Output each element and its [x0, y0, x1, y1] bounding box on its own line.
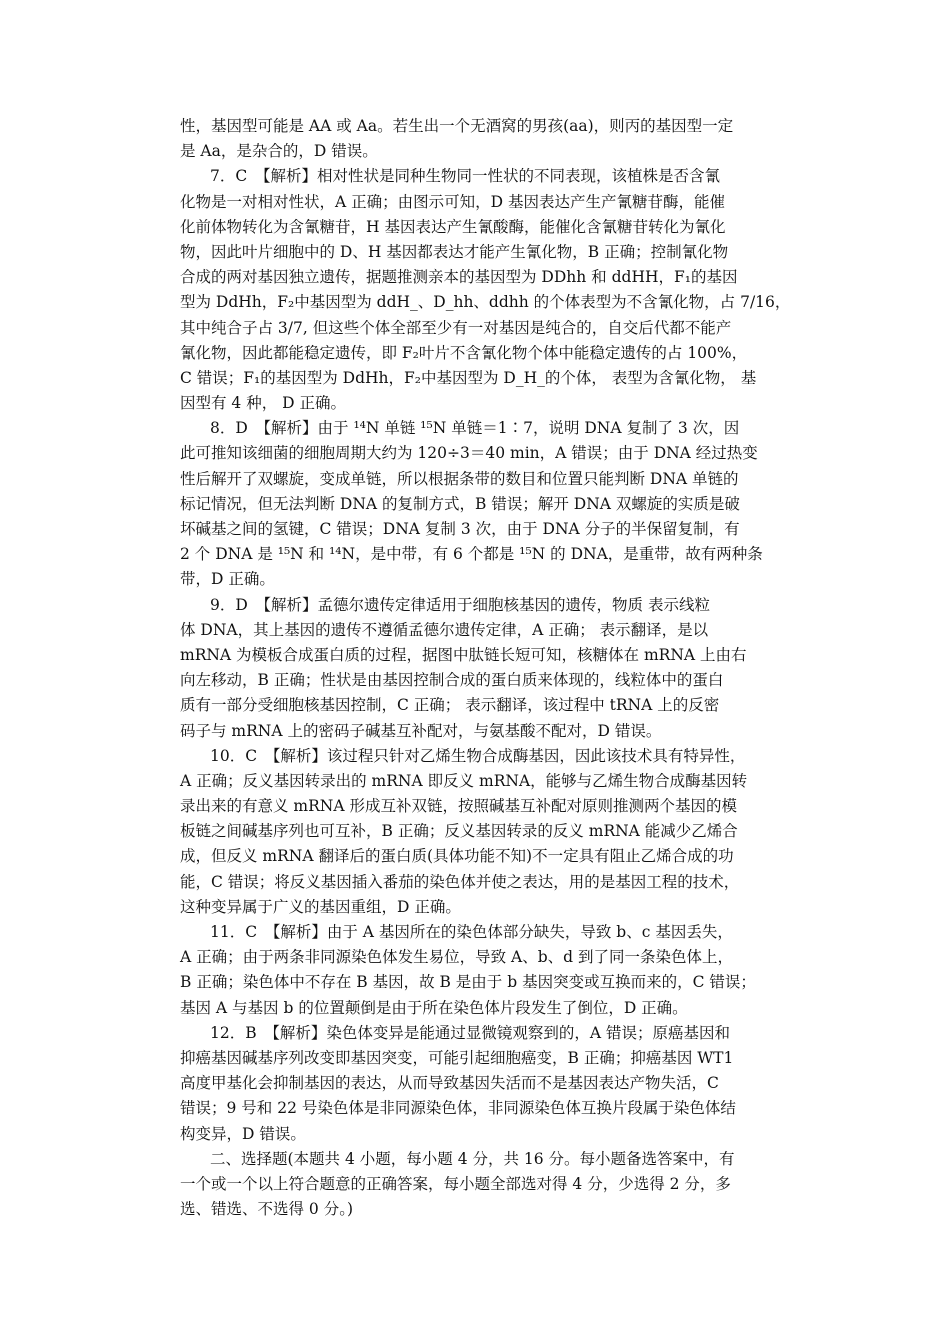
text-line: 标记情况，但无法判断 DNA 的复制方式，B 错误；解开 DNA 双螺旋的实质是破 [180, 494, 740, 513]
text-line: 因型有 4 种， D 正确。 [180, 394, 346, 413]
text-line: 9．D 【解析】孟德尔遗传定律适用于细胞核基因的遗传，物质 表示线粒 [210, 595, 710, 614]
text-line: 物，因此叶片细胞中的 D、H 基因都表达才能产生氰化物，B 正确；控制氰化物 [180, 242, 729, 261]
text-line: 8．D 【解析】由于 ¹⁴N 单链 ¹⁵N 单链＝1∶7，说明 DNA 复制了 3 次，因 [210, 419, 740, 438]
text-line: B 正确；染色体中不存在 B 基因，故 B 是由于 b 基因突变或互换而来的，C 错误； [180, 973, 756, 992]
text-line: 构变异，D 错误。 [180, 1124, 306, 1143]
text-line: 2 个 DNA 是 ¹⁵N 和 ¹⁴N，是中带，有 6 个都是 ¹⁵N 的 DNA，是重带，故有两种条 [180, 545, 763, 564]
text-line: 体 DNA，其上基因的遗传不遵循孟德尔遗传定律，A 正确； 表示翻译，是以 [180, 620, 709, 639]
text-line: 化前体物转化为含氰糖苷，H 基因表达产生氰酸酶，能催化含氰糖苷转化为氰化 [180, 217, 726, 236]
text-line: 氰化物，因此都能稳定遗传，即 F₂叶片不含氰化物个体中能稳定遗传的占 100%， [180, 343, 748, 362]
text-line: 错误；9 号和 22 号染色体是非同源染色体，非同源染色体互换片段属于染色体结 [180, 1099, 736, 1118]
text-line: 化物是一对相对性状，A 正确；由图示可知，D 基因表达产生产氰糖苷酶，能催 [180, 192, 725, 211]
text-line: 11．C 【解析】由于 A 基因所在的染色体部分缺失，导致 b、c 基因丢失， [210, 923, 733, 941]
text-line: 合成的两对基因独立遗传，据题推测亲本的基因型为 DDhh 和 ddHH，F₁的基因 [180, 268, 738, 287]
text-line: 是 Aa，是杂合的，D 错误。 [180, 142, 378, 161]
text-line: mRNA 为模板合成蛋白质的过程，据图中肽链长短可知，核糖体在 mRNA 上由右 [180, 645, 747, 664]
text-line: C 错误；F₁的基因型为 DdHh，F₂中基因型为 D_H_的个体， 表型为含氰化物， 基 [180, 368, 757, 387]
text-line: 性，基因型可能是 AA 或 Aa。若生出一个无酒窝的男孩(aa)，则丙的基因型一定 [180, 117, 734, 135]
answer-explanation-text [180, 114, 791, 1222]
text-line: 基因 A 与基因 b 的位置颠倒是由于所在染色体片段发生了倒位，D 正确。 [180, 998, 688, 1017]
text-line: 能，C 错误；将反义基因插入番茄的染色体并使之表达，用的是基因工程的技术， [180, 872, 740, 891]
text-line: 码子与 mRNA 上的密码子碱基互补配对，与氨基酸不配对，D 错误。 [180, 721, 662, 740]
text-line: 二、选择题(本题共 4 小题，每小题 4 分，共 16 分。每小题备选答案中，有 [210, 1149, 735, 1168]
text-line: 型为 DdHh，F₂中基因型为 ddH_、D_hh、ddhh 的个体表型为不含氰化物，占 7/16， [180, 293, 791, 312]
text-line: 质有一部分受细胞核基因控制，C 正确； 表示翻译，该过程中 tRNA 上的反密 [180, 696, 720, 715]
text-line: 高度甲基化会抑制基因的表达，从而导致基因失活而不是基因表达产物失活，C [180, 1074, 719, 1093]
text-line: 抑癌基因碱基序列改变即基因突变，可能引起细胞癌变，B 正确；抑癌基因 WT1 [180, 1048, 734, 1067]
text-line: 向左移动，B 正确；性状是由基因控制合成的蛋白质来体现的，线粒体中的蛋白 [180, 671, 724, 690]
text-line: 其中纯合子占 3/7, 但这些个体全部至少有一对基因是纯合的，自交后代都不能产 [180, 318, 732, 337]
text-line: 坏碱基之间的氢键，C 错误；DNA 复制 3 次，由于 DNA 分子的半保留复制，有 [180, 520, 740, 538]
text-line: 一个或一个以上符合题意的正确答案，每小题全部选对得 4 分，少选得 2 分，多 [180, 1174, 731, 1193]
text-line: 带，D 正确。 [180, 570, 275, 589]
text-line: 板链之间碱基序列也可互补，B 正确；反义基因转录的反义 mRNA 能减少乙烯合 [180, 822, 738, 841]
text-line: 12．B 【解析】染色体变异是能通过显微镜观察到的，A 错误；原癌基因和 [210, 1023, 730, 1042]
text-line: 10．C 【解析】该过程只针对乙烯生物合成酶基因，因此该技术具有特异性， [210, 746, 746, 765]
text-line: 性后解开了双螺旋，变成单链，所以根据条带的数目和位置只能判断 DNA 单链的 [180, 469, 739, 488]
text-line: 这种变异属于广义的基因重组，D 正确。 [180, 897, 461, 916]
text-line: A 正确；反义基因转录出的 mRNA 即反义 mRNA，能够与乙烯生物合成酶基因转 [180, 771, 748, 790]
text-line: 选、错选、不选得 0 分。) [180, 1200, 354, 1219]
text-line: A 正确；由于两条非同源染色体发生易位，导致 A、b、d 到了同一条染色体上， [180, 948, 734, 967]
text-line: 录出来的有意义 mRNA 形成互补双链，按照碱基互补配对原则推测两个基因的模 [180, 797, 737, 816]
text-line: 此可推知该细菌的细胞周期大约为 120÷3＝40 min，A 错误；由于 DNA 经过热变 [180, 444, 758, 463]
text-line: 成，但反义 mRNA 翻译后的蛋白质(具体功能不知)不一定具有阻止乙烯合成的功 [180, 847, 734, 866]
text-line: 7．C 【解析】相对性状是同种生物同一性状的不同表现，该植株是否含氰 [210, 167, 720, 186]
